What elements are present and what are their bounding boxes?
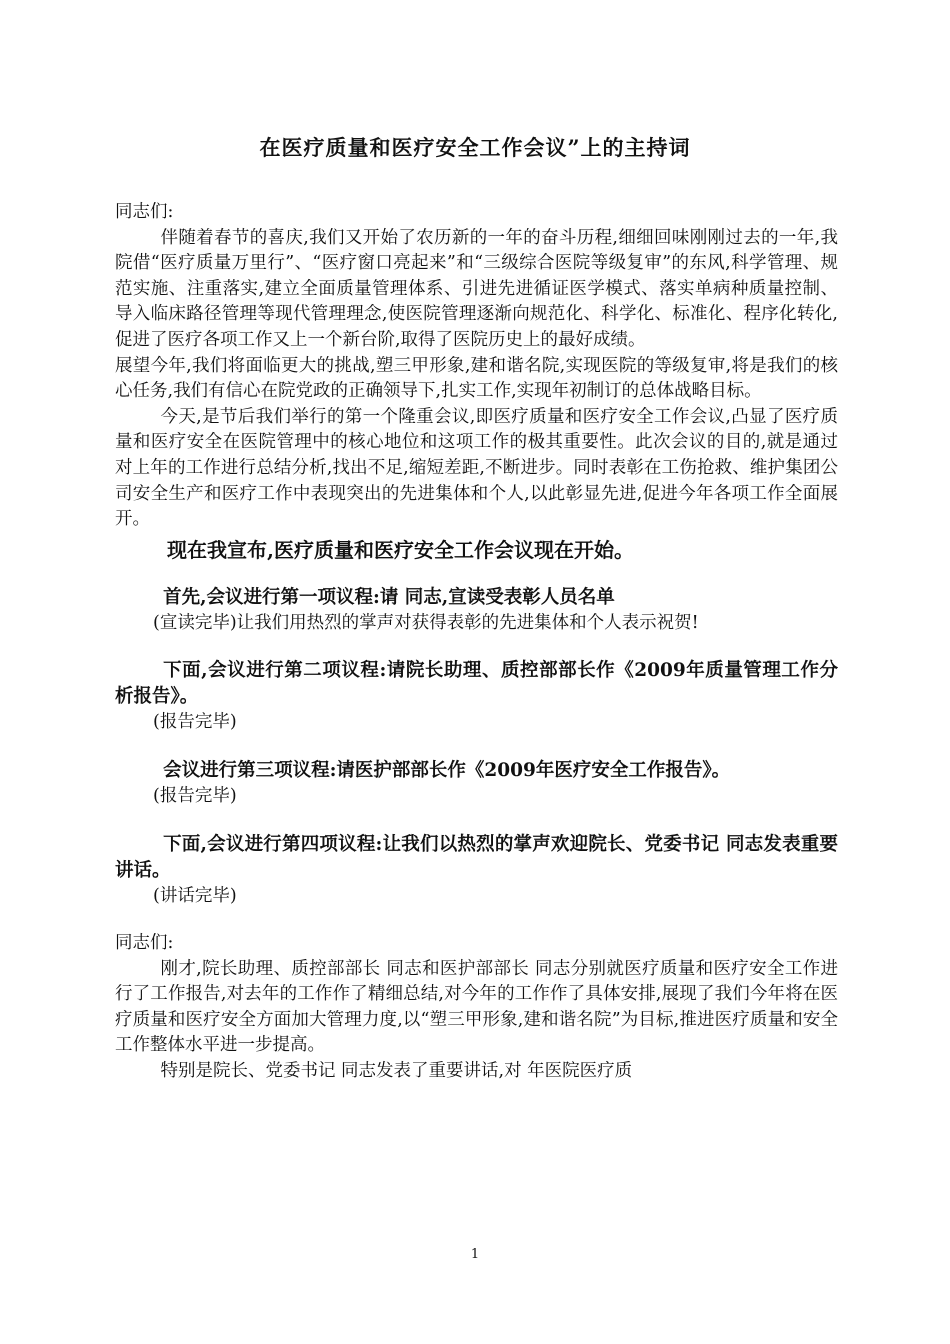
agenda-note: (报告完毕) <box>153 785 237 806</box>
greeting: 同志们: <box>115 933 174 954</box>
agenda-item-1: 首先,会议进行第一项议程:请 同志,宣读受表彰人员名单 <box>163 586 615 608</box>
announcement: 现在我宣布,医疗质量和医疗安全工作会议现在开始。 <box>167 537 634 562</box>
page-number: 1 <box>470 1247 480 1262</box>
agenda-note: (宣读完毕)让我们用热烈的掌声对获得表彰的先进集体和个人表示祝贺! <box>153 612 699 633</box>
agenda-item-3: 会议进行第三项议程:请医护部部长作《2009年医疗安全工作报告》。 <box>163 759 731 781</box>
greeting: 同志们: <box>115 202 174 222</box>
paragraph: 伴随着春节的喜庆,我们又开始了农历新的一年的奋斗历程,细细回味刚刚过去的一年,我院借“医疗质量万里行”、“医疗窗口亮起来”和“三级综合医院等级复审”的东风,科学管理、规范实施、注重落实,建立全面质量管理体系、引进先进循证医学模式、落实单病种质量控制、导入临床路径管理等现代管理理念,使医院管理逐渐向规范化、科学化、标准化、程序化转化,促进了医疗各项工作又上一个新台阶,取得了医院历史上的最好成绩。 <box>115 227 838 350</box>
agenda-note: (报告完毕) <box>153 712 237 733</box>
paragraph: 展望今年,我们将面临更大的挑战,塑三甲形象,建和谐名院,实现医院的等级复审,将是我们的核心任务,我们有信心在院党政的正确领导下,扎实工作,实现年初制订的总体战略目标。 <box>115 355 838 402</box>
paragraph: 刚才,院长助理、质控部部长 同志和医护部部长 同志分别就医疗质量和医疗安全工作进行了工作报告,对去年的工作作了精细总结,对今年的工作作了具体安排,展现了我们今年将在医疗质量和医疗安全方面加大管理力度,以“塑三甲形象,建和谐名院”为目标,推进医疗质量和安全工作整体水平进一步提高。 <box>115 958 838 1056</box>
document-title: 在医疗质量和医疗安全工作会议”上的主持词 <box>259 135 691 160</box>
agenda-item-2: 下面,会议进行第二项议程:请院长助理、质控部部长作《2009年质量管理工作分析报告》。 <box>115 660 838 708</box>
paragraph: 特别是院长、党委书记 同志发表了重要讲话,对 年医院医疗质 <box>160 1061 633 1082</box>
document-body <box>115 200 838 1085</box>
agenda-item-4: 下面,会议进行第四项议程:让我们以热烈的掌声欢迎院长、党委书记 同志发表重要讲话。 <box>115 833 838 881</box>
agenda-note: (讲话完毕) <box>153 885 237 906</box>
paragraph: 今天,是节后我们举行的第一个隆重会议,即医疗质量和医疗安全工作会议,凸显了医疗质量和医疗安全在医院管理中的核心地位和这项工作的极其重要性。此次会议的目的,就是通过对上年的工作进行总结分析,找出不足,缩短差距,不断进步。同时表彰在工伤抢救、维护集团公司安全生产和医疗工作中表现突出的先进集体和个人,以此彰显先进,促进今年各项工作全面展开。 <box>115 406 838 530</box>
